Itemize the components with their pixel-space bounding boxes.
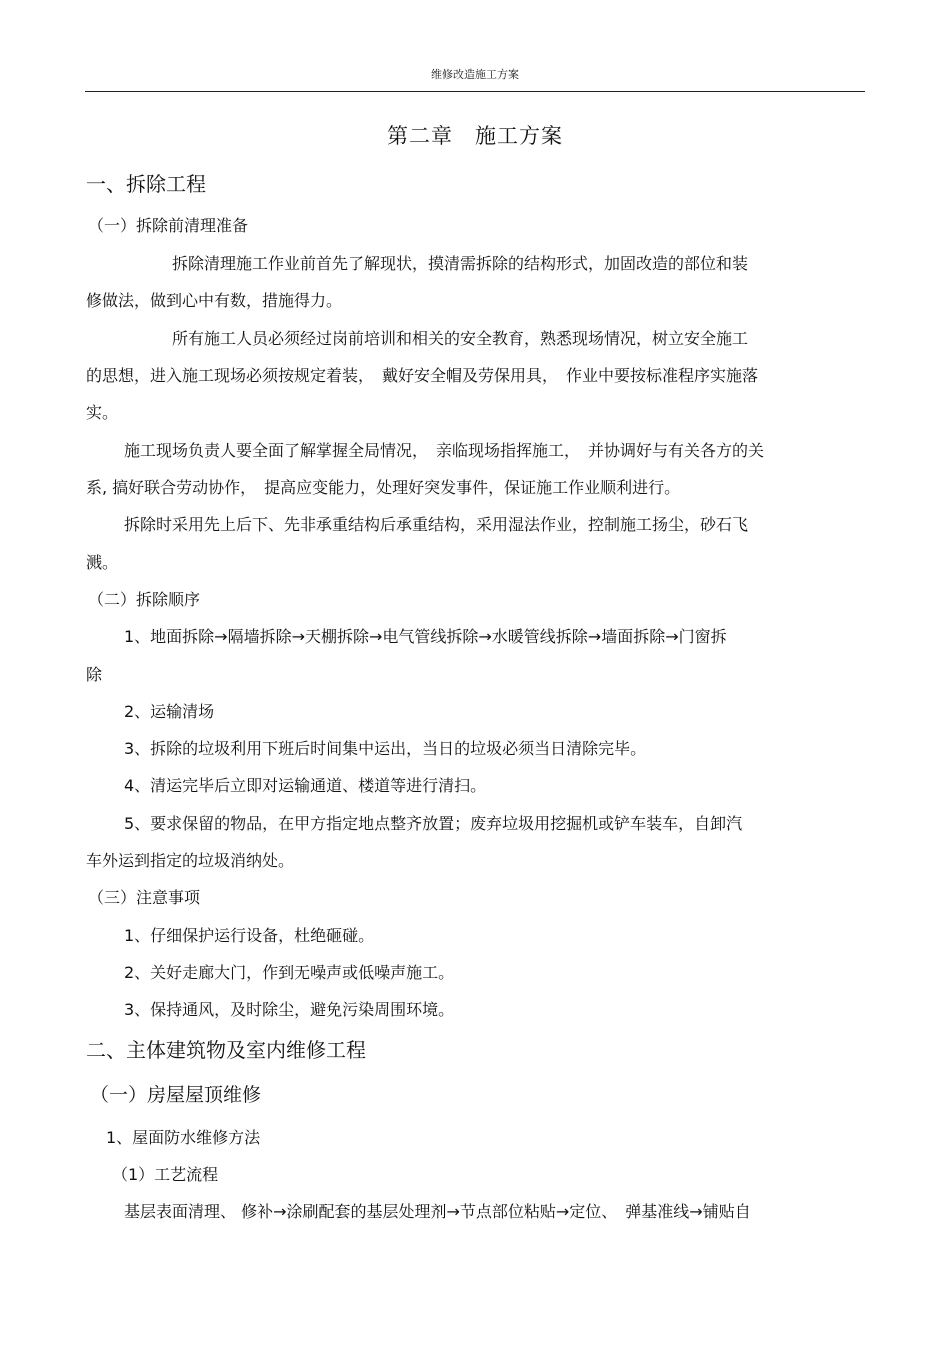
list-item: 3、拆除的垃圾利用下班后时间集中运出，当日的垃圾必须当日清除完毕。 [124,739,647,758]
list-item: 1、地面拆除→隔墙拆除→天棚拆除→电气管线拆除→水暖管线拆除→墙面拆除→门窗拆 [124,627,727,646]
paragraph-line: 修做法，做到心中有数，措施得力。 [86,291,343,310]
list-item: 2、关好走廊大门，作到无噪声或低噪声施工。 [124,963,455,982]
list-item-continuation: 车外运到指定的垃圾消纳处。 [86,851,295,870]
item-heading: 1、屋面防水维修方法 [106,1128,261,1147]
list-item: 3、保持通风，及时除尘，避免污染周围环境。 [124,1000,455,1019]
subsection-heading: （二）拆除顺序 [88,590,201,609]
header-rule [85,91,865,92]
paragraph-line: 拆除时采用先上后下、先非承重结构后承重结构，采用湿法作业，控制施工扬尘，砂石飞 [124,515,749,534]
paragraph-line: 所有施工人员必须经过岗前培训和相关的安全教育，熟悉现场情况，树立安全施工 [172,329,749,348]
page-header: 维修改造施工方案 [431,68,519,81]
paragraph-line: 溅。 [86,553,119,572]
subsection-heading: （一）房屋屋顶维修 [90,1084,262,1106]
section-heading: 一、拆除工程 [86,172,206,196]
chapter-title: 第二章 施工方案 [387,124,563,148]
paragraph-line: 拆除清理施工作业前首先了解现状，摸清需拆除的结构形式，加固改造的部位和装 [172,254,749,273]
list-item: 2、运输清场 [124,702,215,721]
list-item: 5、要求保留的物品，在甲方指定地点整齐放置；废弃垃圾用挖掘机或铲车装车，自卸汽 [124,814,743,833]
paragraph-line: 的思想，进入施工现场必须按规定着装， 戴好安全帽及劳保用具， 作业中要按标准程序实施落 [86,366,759,385]
section-heading: 二、主体建筑物及室内维修工程 [86,1038,366,1062]
subsection-heading: （三）注意事项 [88,888,201,907]
subsection-heading: （一）拆除前清理准备 [88,216,249,235]
list-item-continuation: 除 [86,665,103,684]
paragraph-line: 施工现场负责人要全面了解掌握全局情况， 亲临现场指挥施工， 并协调好与有关各方的关 [124,441,765,460]
list-item: 1、仔细保护运行设备，杜绝砸碰。 [124,926,375,945]
list-item: 4、清运完毕后立即对运输通道、楼道等进行清扫。 [124,776,487,795]
paragraph-line: 基层表面清理、 修补→涂刷配套的基层处理剂→节点部位粘贴→定位、 弹基准线→铺贴自 [124,1202,751,1221]
paragraph-line: 系, 搞好联合劳动协作， 提高应变能力，处理好突发事件，保证施工作业顺利进行。 [86,478,681,497]
item-subheading: （1）工艺流程 [112,1165,219,1184]
paragraph-line: 实。 [86,403,119,422]
